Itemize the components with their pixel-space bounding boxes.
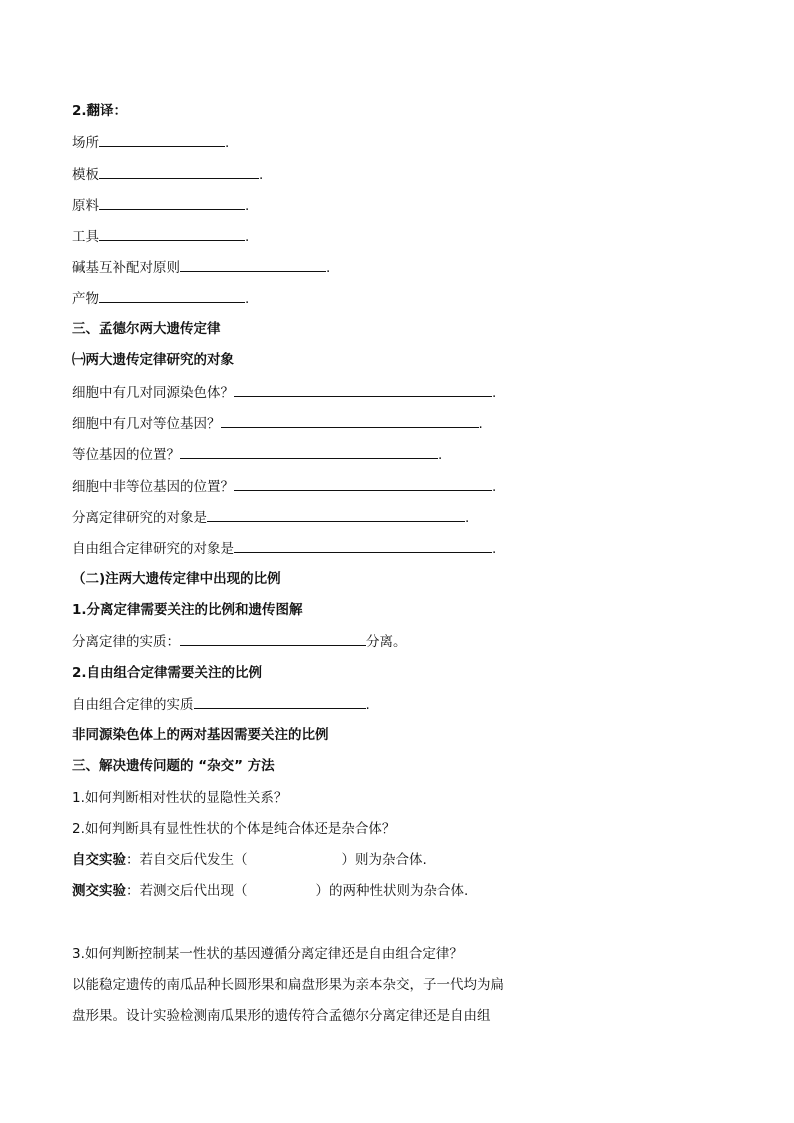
question-law-judgment: 3.如何判断控制某一性状的基因遵循分离定律还是自由组合定律？ bbox=[72, 946, 463, 962]
testcross-label: 测交实验 bbox=[72, 883, 126, 899]
fill-item-tool: 工具 . bbox=[72, 226, 249, 246]
item-label: 原料 bbox=[72, 198, 99, 214]
question-dominance: 1.如何判断相对性状的显隐性关系？ bbox=[72, 790, 288, 806]
fill-item-base-pairing: 碱基互补配对原则 . bbox=[72, 257, 330, 277]
subheading-ratios: （二)注两大遗传定律中出现的比例 bbox=[72, 571, 281, 587]
answer-blank[interactable] bbox=[180, 631, 366, 646]
item-label: 产物 bbox=[72, 291, 99, 307]
subheading-assortment-ratios: 2.自由组合定律需要关注的比例 bbox=[72, 665, 263, 681]
answer-blank[interactable] bbox=[194, 694, 366, 709]
item-label: 模板 bbox=[72, 167, 99, 183]
section-heading-cross: 三、解决遗传问题的 “杂交” 方法 bbox=[72, 758, 275, 774]
answer-blank[interactable] bbox=[99, 226, 245, 241]
question-homologous: 细胞中有几对同源染色体？ . bbox=[72, 382, 496, 402]
fill-item-site: 场所 . bbox=[72, 132, 229, 152]
testcross-experiment: 测交实验：若测交后代出现（ ）的两种性状则为杂合体. bbox=[72, 883, 469, 899]
section-heading-mendel: 三、孟德尔两大遗传定律 bbox=[72, 321, 221, 337]
selfing-label: 自交实验 bbox=[72, 852, 126, 868]
subheading-objects: ㈠两大遗传定律研究的对象 bbox=[72, 352, 234, 368]
question-homozygous: 2.如何判断具有显性性状的个体是纯合体还是杂合体？ bbox=[72, 821, 396, 837]
item-label: 碱基互补配对原则 bbox=[72, 260, 180, 276]
fill-item-template: 模板 . bbox=[72, 164, 263, 184]
answer-blank[interactable] bbox=[99, 195, 245, 210]
answer-blank[interactable] bbox=[207, 507, 465, 522]
answer-blank[interactable] bbox=[99, 288, 245, 303]
answer-blank[interactable] bbox=[99, 164, 259, 179]
fill-item-product: 产物 . bbox=[72, 288, 249, 308]
question-segregation-object: 分离定律研究的对象是 . bbox=[72, 507, 469, 527]
answer-blank[interactable] bbox=[180, 257, 326, 272]
subheading-segregation-ratios: 1.分离定律需要关注的比例和遗传图解 bbox=[72, 602, 303, 618]
question-allele-position: 等位基因的位置？ . bbox=[72, 444, 442, 464]
fill-item-material: 原料 . bbox=[72, 195, 249, 215]
answer-blank[interactable] bbox=[234, 476, 492, 491]
answer-blank[interactable] bbox=[234, 382, 492, 397]
answer-blank[interactable] bbox=[99, 132, 225, 147]
answer-blank[interactable] bbox=[180, 444, 438, 459]
answer-blank[interactable] bbox=[221, 413, 479, 428]
paragraph-line: 以能稳定遗传的南瓜品种长圆形果和扁盘形果为亲本杂交，子一代均为扁 bbox=[72, 977, 504, 993]
answer-blank[interactable] bbox=[234, 538, 492, 553]
item-label: 场所 bbox=[72, 135, 99, 151]
question-alleles: 细胞中有几对等位基因？ . bbox=[72, 413, 483, 433]
nonhomologous-heading: 非同源染色体上的两对基因需要关注的比例 bbox=[72, 727, 329, 743]
question-assortment-object: 自由组合定律研究的对象是 . bbox=[72, 538, 496, 558]
segregation-essence: 分离定律的实质： 分离。 bbox=[72, 631, 407, 651]
question-nonallele-position: 细胞中非等位基因的位置？ . bbox=[72, 476, 496, 496]
item-label: 工具 bbox=[72, 229, 99, 245]
translation-heading: 2.翻译： bbox=[72, 103, 128, 119]
assortment-essence: 自由组合定律的实质 . bbox=[72, 694, 370, 714]
paragraph-line: 盘形果。设计实验检测南瓜果形的遗传符合孟德尔分离定律还是自由组 bbox=[72, 1008, 491, 1024]
selfing-experiment: 自交实验：若自交后代发生（ ）则为杂合体. bbox=[72, 852, 427, 868]
